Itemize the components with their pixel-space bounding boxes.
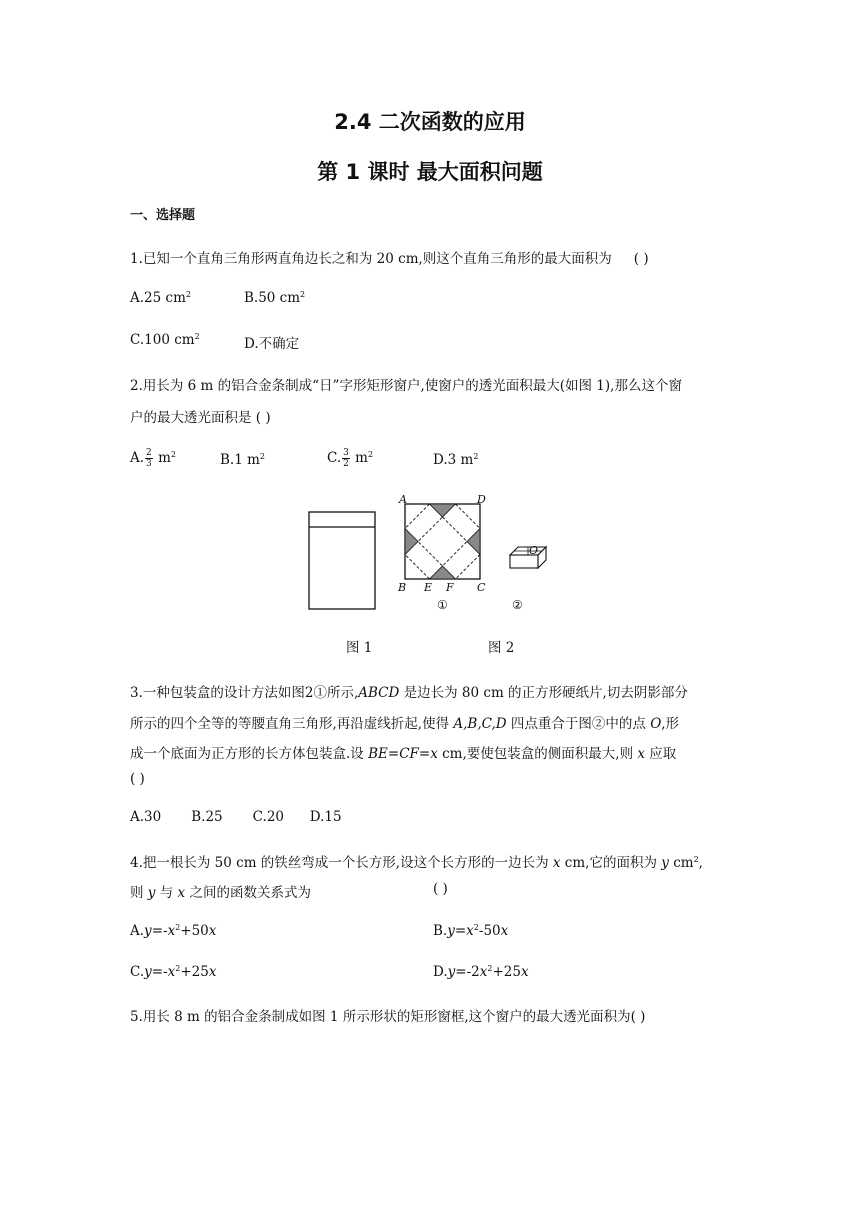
label-o: O xyxy=(529,544,539,557)
label-b: B xyxy=(398,581,407,594)
q4-option-a: $A.y=-x^2+50x$ xyxy=(130,923,217,939)
q4-option-b: $B.y=x^2-50x$ xyxy=(433,923,509,939)
q2-option-b: B.1 $m^2$ xyxy=(220,452,265,468)
q1-option-c: C.100 $cm^2$ xyxy=(130,332,200,348)
label-circled-2: ② xyxy=(512,598,523,612)
question-2-line-1: 2.用长为 6 m 的铝合金条制成“日”字形矩形窗户,使窗户的透光面积最大(如图 1),那么这个窗 xyxy=(130,378,682,394)
page-subtitle: 第 1 课时 最大面积问题 xyxy=(317,160,543,184)
section-heading: 一、选择题 xyxy=(130,208,196,223)
question-3-line-4: ( ) xyxy=(130,771,145,787)
q2-option-a: A. $\frac{2}{3}$ $m^2$ xyxy=(130,448,176,469)
question-4-line-1: 4.把一根长为 50 cm 的铁丝弯成一个长方形,设这个长方形的一边长为 x cm,它的面积为 y $cm^2$, xyxy=(130,855,703,871)
question-3-line-1: 3.一种包装盒的设计方法如图2①所示,ABCD 是边长为 80 cm 的正方形硬纸片,切去阴影部分 xyxy=(130,685,688,701)
label-e: E xyxy=(424,581,433,594)
figures-illustration xyxy=(300,490,560,620)
label-c: C xyxy=(477,581,486,594)
figure-1-caption: 图 1 xyxy=(346,640,373,656)
label-f: F xyxy=(446,581,454,594)
question-2-line-2: 户的最大透光面积是 ( ) xyxy=(130,410,271,426)
box-figure xyxy=(510,547,546,568)
q1-option-d: D.不确定 xyxy=(244,336,300,352)
q2-option-c: C. $\frac{3}{2}$ $m^2$ xyxy=(327,448,374,469)
label-circled-1: ① xyxy=(437,598,448,612)
label-a: A xyxy=(399,493,407,506)
label-d: D xyxy=(477,493,486,506)
q3-options: A.30 B.25 C.20 D.15 xyxy=(130,809,342,825)
window-figure xyxy=(309,512,375,609)
question-3-line-3: 成一个底面为正方形的长方体包装盒.设 BE=CF=x cm,要使包装盒的侧面积最大,则 x 应取 xyxy=(130,746,677,762)
question-5-stem: 5.用长 8 m 的铝合金条制成如图 1 所示形状的矩形窗框,这个窗户的最大透光面积为( ) xyxy=(130,1009,646,1025)
question-4-line-2: 则 y 与 x 之间的函数关系式为 xyxy=(130,885,311,901)
page-title: 2.4 二次函数的应用 xyxy=(334,110,526,134)
q1-option-a: A.25 $cm^2$ xyxy=(130,290,191,306)
square-cardboard-figure xyxy=(405,504,480,579)
q1-option-b: B.50 $cm^2$ xyxy=(244,290,306,306)
q4-option-d: $D.y=-2x^2+25x$ xyxy=(433,964,529,980)
question-3-line-2: 所示的四个全等的等腰直角三角形,再沿虚线折起,使得 A,B,C,D 四点重合于图②中的点 O,形 xyxy=(130,716,680,732)
question-1-stem: 1.已知一个直角三角形两直角边长之和为 20 cm,则这个直角三角形的最大面积为 ( ) xyxy=(130,251,649,267)
q2-option-d: D.3 $m^2$ xyxy=(433,452,479,468)
question-4-paren: ( ) xyxy=(433,881,448,897)
q4-option-c: $C.y=-x^2+25x$ xyxy=(130,964,217,980)
figure-2-caption: 图 2 xyxy=(488,640,515,656)
